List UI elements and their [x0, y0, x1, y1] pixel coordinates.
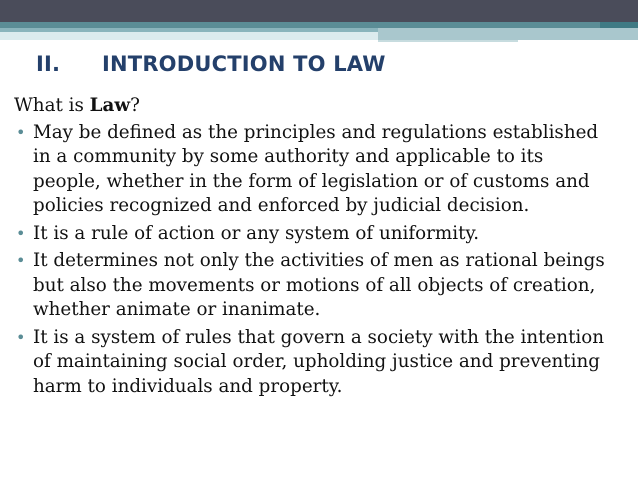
header-band-dark — [0, 0, 638, 22]
slide-body — [14, 94, 620, 402]
bullet-dot-icon: • — [16, 223, 26, 243]
bullet-item-1 — [14, 121, 620, 219]
bullet-1-line-2: in a community by some authority and applicable to its — [33, 146, 544, 167]
bullet-4-line-2: of maintaining social order, upholding justice and preventing — [33, 351, 600, 372]
bullet-3-line-3: whether animate or inanimate. — [33, 299, 321, 320]
slide-title — [36, 52, 386, 76]
question-suffix: ? — [130, 95, 140, 116]
slide-title-text: INTRODUCTION TO LAW — [102, 52, 386, 76]
bullet-2-line-1: It is a rule of action or any system of uniformity. — [33, 222, 480, 244]
slide-title-number: II. — [36, 52, 61, 76]
bullet-3-line-1: It determines not only the activities of men as rational beings — [33, 250, 605, 271]
bullet-3-line-2: but also the movements or motions of all objects of creation, — [33, 274, 596, 296]
bullet-1-line-4: policies recognized and enforced by judicial decision. — [33, 195, 530, 216]
question-keyword: Law — [89, 95, 131, 116]
header-accent-block — [378, 28, 638, 40]
question-line — [14, 94, 620, 119]
bullet-item-2 — [14, 222, 620, 247]
bullet-dot-icon: • — [16, 251, 26, 270]
bullet-dot-icon: • — [16, 122, 26, 142]
bullet-4-line-1: It is a system of rules that govern a society with the intention — [33, 326, 605, 348]
bullet-list — [14, 121, 620, 400]
bullet-item-4 — [14, 326, 620, 400]
question-prefix: What is — [14, 95, 90, 116]
bullet-4-line-3: harm to individuals and property. — [33, 375, 343, 397]
header-accent-line — [378, 40, 518, 42]
header-accent-tick — [600, 22, 638, 28]
bullet-item-3 — [14, 249, 620, 323]
bullet-1-line-1: May be defined as the principles and regulations established — [33, 121, 599, 143]
bullet-1-line-3: people, whether in the form of legislation or of customs and — [33, 170, 590, 192]
bullet-dot-icon: • — [16, 327, 26, 347]
